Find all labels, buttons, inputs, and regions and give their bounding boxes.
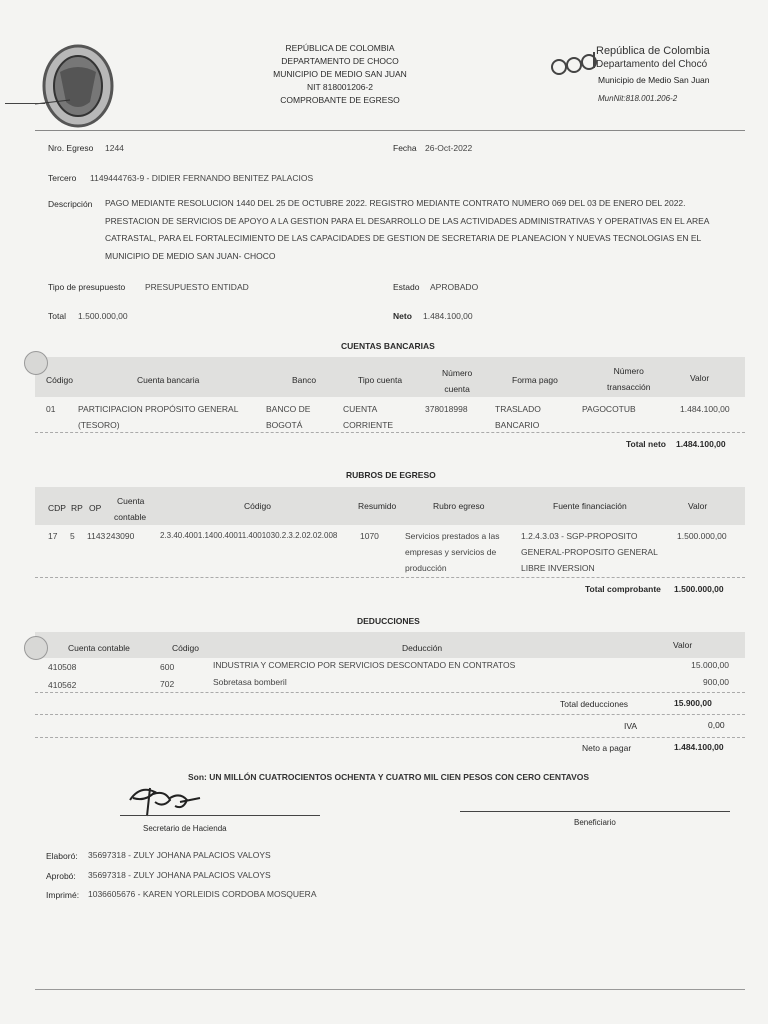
deducciones-header-band — [35, 632, 745, 658]
deducciones-valor: 15.000,00 — [691, 660, 729, 670]
cuentas-total-label: Total neto — [626, 439, 666, 449]
punch-hole — [24, 636, 48, 660]
rubros-h-cuenta-1: Cuenta — [117, 496, 145, 506]
cuentas-h-codigo: Código — [46, 375, 73, 385]
total-label: Total — [48, 311, 66, 321]
aprobo-value: 35697318 - ZULY JOHANA PALACIOS VALOYS — [88, 870, 271, 880]
stamp-nit: MunNit:818.001.206-2 — [598, 94, 678, 103]
rubros-h-codigo: Código — [244, 501, 271, 511]
deducciones-codigo: 702 — [160, 679, 175, 689]
punch-hole — [24, 351, 48, 375]
estado-value: APROBADO — [430, 282, 479, 292]
beneficiario-label: Beneficiario — [574, 818, 616, 827]
elaboro-label: Elaboró: — [46, 851, 78, 861]
cuentas-row-divider — [35, 432, 745, 433]
cuentas-h-trans-1: Número — [613, 366, 644, 376]
deducciones-h-cuenta: Cuenta contable — [68, 643, 130, 653]
rubros-fuente-1: 1.2.4.3.03 - SGP-PROPOSITO — [521, 531, 638, 541]
descripcion-line: MUNICIPIO DE MEDIO SAN JUAN- CHOCO — [105, 250, 276, 261]
neto-pagar-label: Neto a pagar — [582, 743, 632, 753]
iva-value: 0,00 — [708, 720, 725, 730]
cuentas-codigo: 01 — [46, 404, 56, 414]
cuentas-title: CUENTAS BANCARIAS — [341, 341, 435, 351]
tipo-presupuesto-value: PRESUPUESTO ENTIDAD — [145, 282, 249, 292]
cuentas-h-forma: Forma pago — [512, 375, 558, 385]
deducciones-h-valor: Valor — [673, 640, 693, 650]
header-line: REPÚBLICA DE COLOMBIA — [285, 43, 395, 53]
cuentas-tipo-1: CUENTA — [343, 404, 378, 414]
descripcion-text — [105, 195, 735, 265]
cuentas-h-cuenta: Cuenta bancaria — [137, 375, 200, 385]
rubros-total-label: Total comprobante — [585, 584, 661, 594]
cuentas-cuenta-1: PARTICIPACION PROPÓSITO GENERAL — [78, 404, 239, 414]
deducciones-deduccion: INDUSTRIA Y COMERCIO POR SERVICIOS DESCONTADO EN CONTRATOS — [213, 660, 516, 670]
imprime-value: 1036605676 - KAREN YORLEIDIS CORDOBA MOSQUERA — [88, 889, 317, 899]
egreso-value: 1244 — [105, 143, 124, 153]
rubros-valor: 1.500.000,00 — [677, 531, 727, 541]
estado-label: Estado — [393, 282, 420, 292]
deducciones-deduccion: Sobretasa bomberil — [213, 677, 287, 687]
cuentas-cuenta-2: (TESORO) — [78, 420, 120, 430]
header-line: DEPARTAMENTO DE CHOCO — [281, 56, 399, 66]
cuentas-h-numero-1: Número — [442, 368, 473, 378]
cuentas-h-transaccion — [607, 363, 650, 395]
deducciones-h-codigo: Código — [172, 643, 199, 653]
rubros-op: 1143 — [87, 531, 106, 541]
rubros-resumido: 1070 — [360, 531, 379, 541]
cuentas-forma-1: TRASLADO — [495, 404, 541, 414]
header-line: MUNICIPIO DE MEDIO SAN JUAN — [273, 69, 407, 79]
cuentas-h-numero-2: cuenta — [444, 384, 470, 394]
tipo-presupuesto-label: Tipo de presupuesto — [48, 282, 126, 292]
rubros-row-divider — [35, 577, 745, 578]
cuentas-h-banco: Banco — [292, 375, 317, 385]
cuentas-h-tipo: Tipo cuenta — [358, 375, 403, 385]
cuentas-total-value: 1.484.100,00 — [676, 439, 726, 449]
secretario-label: Secretario de Hacienda — [143, 824, 227, 833]
cuentas-valor: 1.484.100,00 — [680, 404, 730, 414]
deducciones-divider — [35, 692, 745, 693]
header-line: COMPROBANTE DE EGRESO — [280, 95, 400, 105]
logo-line — [5, 103, 45, 104]
cuentas-transaccion: PAGOCOTUB — [582, 404, 636, 414]
header-line: NIT 818001206-2 — [306, 82, 373, 92]
rubros-rubro-2: empresas y servicios de — [405, 547, 497, 557]
signature-mark — [125, 780, 205, 820]
rubros-rubro-3: producción — [405, 563, 447, 573]
stamp-text-2: Departamento del Chocó — [596, 59, 708, 70]
rubros-h-rp: RP — [71, 503, 83, 513]
elaboro-value: 35697318 - ZULY JOHANA PALACIOS VALOYS — [88, 850, 271, 860]
rubros-cdp: 17 — [48, 531, 58, 541]
cuentas-banco-1: BANCO DE — [266, 404, 311, 414]
cuentas-forma-2: BANCARIO — [495, 420, 540, 430]
rubros-title: RUBROS DE EGRESO — [346, 470, 436, 480]
total-deducciones-value: 15.900,00 — [674, 698, 712, 708]
fecha-value: 26-Oct-2022 — [425, 143, 473, 153]
cuentas-h-numero — [442, 365, 472, 397]
deducciones-cuenta: 410508 — [48, 662, 77, 672]
iva-divider — [35, 714, 745, 715]
cuentas-numero: 378018998 — [425, 404, 468, 414]
rubros-h-valor: Valor — [688, 501, 708, 511]
rubros-h-cuenta-2: contable — [114, 512, 147, 522]
tercero-value: 1149444763-9 - DIDIER FERNANDO BENITEZ PALACIOS — [90, 173, 314, 183]
neto-value: 1.484.100,00 — [423, 311, 473, 321]
total-deducciones-label: Total deducciones — [560, 699, 629, 709]
document-header — [250, 42, 430, 107]
descripcion-label: Descripción — [48, 199, 93, 209]
secretario-signature-line — [120, 815, 320, 816]
beneficiario-signature-line — [460, 811, 730, 812]
deducciones-h-deduccion: Deducción — [402, 643, 443, 653]
cuentas-tipo-2: CORRIENTE — [343, 420, 394, 430]
rubros-codigo: 2.3.40.4001.1400.40011.4001030.2.3.2.02.02.008 — [160, 531, 338, 540]
iva-label: IVA — [624, 721, 638, 731]
rubros-h-op: OP — [89, 503, 102, 513]
fecha-label: Fecha — [393, 143, 417, 153]
header-divider — [35, 130, 745, 131]
rubros-rp: 5 — [70, 531, 75, 541]
rubros-h-cdp: CDP — [48, 503, 66, 513]
deducciones-cuenta: 410562 — [48, 680, 77, 690]
descripcion-line: PAGO MEDIANTE RESOLUCION 1440 DEL 25 DE OCTUBRE 2022. REGISTRO MEDIANTE CONTRATO NUMERO 069 DEL 03 DE ENERO DEL 2022. — [105, 198, 686, 208]
cuentas-h-valor: Valor — [690, 373, 710, 383]
amount-in-words: Son: UN MILLÓN CUATROCIENTOS OCHENTA Y CUATRO MIL CIEN PESOS CON CERO CENTAVOS — [188, 772, 590, 782]
deducciones-valor: 900,00 — [703, 677, 729, 687]
rubros-h-resumido: Resumido — [358, 501, 397, 511]
rubros-h-fuente: Fuente financiación — [553, 501, 627, 511]
imprime-label: Imprimé: — [46, 890, 80, 900]
neto-divider — [35, 737, 745, 738]
cuentas-banco-2: BOGOTÁ — [266, 420, 303, 430]
rubros-rubro-1: Servicios prestados a las — [405, 531, 500, 541]
egreso-label: Nro. Egreso — [48, 143, 94, 153]
rubros-cuenta: 243090 — [106, 531, 135, 541]
stamp-text-1: República de Colombia — [596, 45, 710, 57]
neto-label: Neto — [393, 311, 412, 321]
deducciones-codigo: 600 — [160, 662, 175, 672]
tercero-label: Tercero — [48, 173, 77, 183]
cuentas-h-trans-2: transacción — [607, 382, 651, 392]
stamp-logo — [550, 48, 598, 78]
stamp-text-3: Municipio de Medio San Juan — [598, 75, 710, 85]
aprobo-label: Aprobó: — [46, 871, 76, 881]
footer-divider — [35, 989, 745, 990]
municipal-seal-logo — [30, 42, 120, 132]
descripcion-line: PRESTACION DE SERVICIOS DE APOYO A LA GESTION PARA EL DESARROLLO DE LAS ACTIVIDADES ADMINISTRATIVAS Y OPERATIVAS EN EL AREA — [105, 215, 710, 226]
neto-pagar-value: 1.484.100,00 — [674, 742, 724, 752]
rubros-fuente-3: LIBRE INVERSION — [521, 563, 595, 573]
deducciones-title: DEDUCCIONES — [357, 616, 420, 626]
rubros-h-rubro: Rubro egreso — [433, 501, 485, 511]
rubros-total-value: 1.500.000,00 — [674, 584, 724, 594]
total-value: 1.500.000,00 — [78, 311, 128, 321]
rubros-h-cuenta — [114, 493, 146, 525]
descripcion-line: CATRASTAL, PARA EL FORTALECIMIENTO DE LAS CAPACIDADES DE GESTION DE SECRETARIA DE PLANEACION Y NUEVAS TECNOLOGIAS EN EL — [105, 233, 702, 243]
rubros-fuente-2: GENERAL-PROPOSITO GENERAL — [521, 547, 658, 557]
